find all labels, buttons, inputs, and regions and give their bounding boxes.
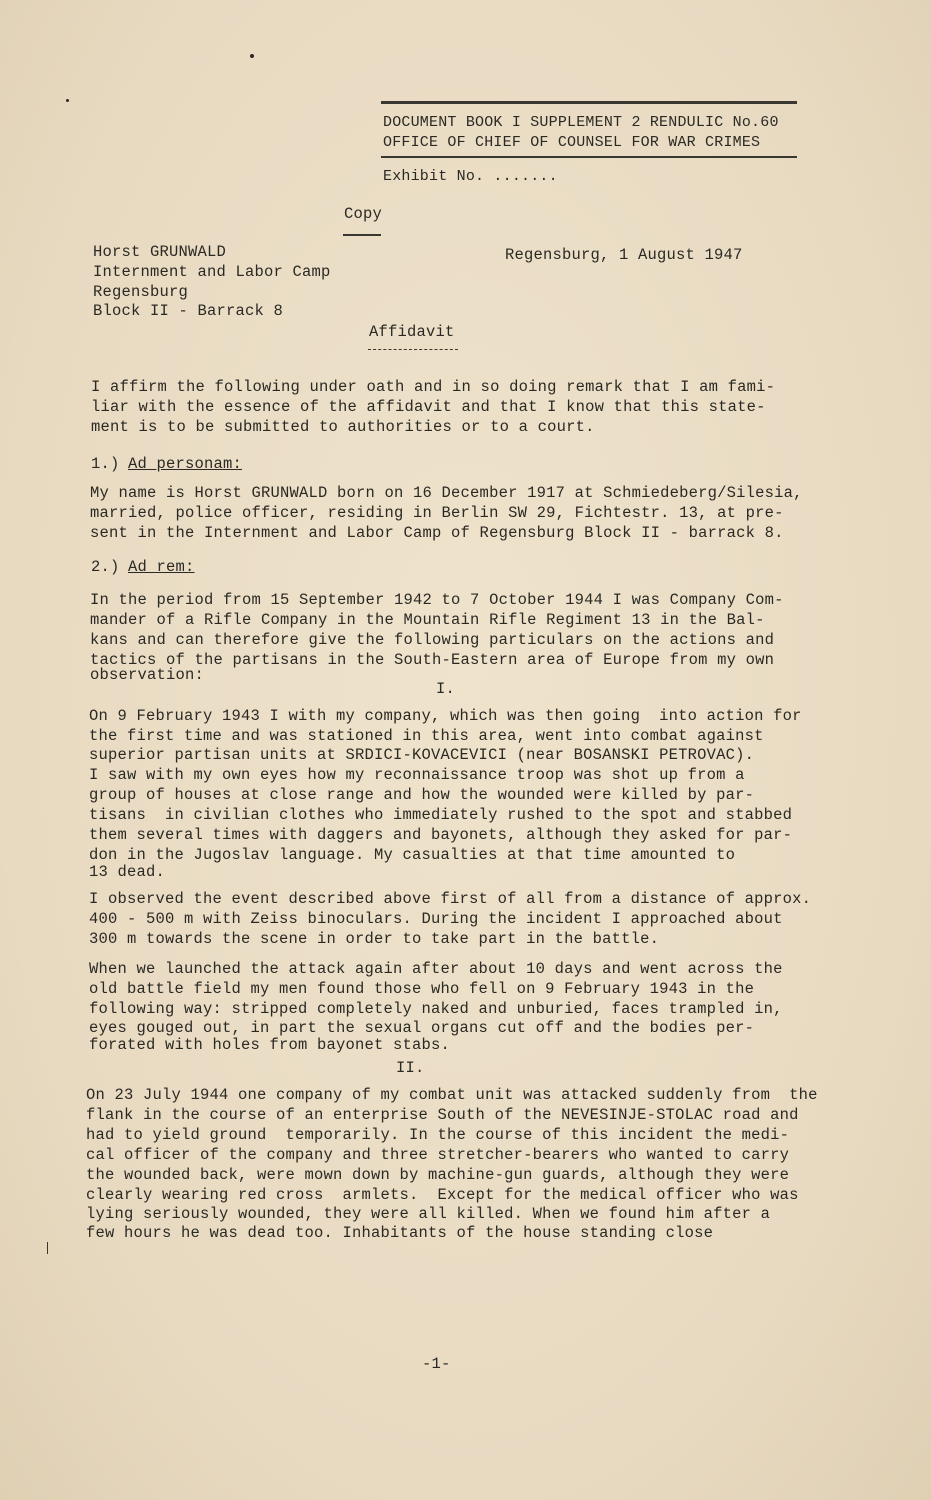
document-book-line: DOCUMENT BOOK I SUPPLEMENT 2 RENDULIC No.60 [383, 114, 779, 131]
part1-para1-line: superior partisan units at SRDICI-KOVACEVICI (near BOSANSKI PETROVAC). [89, 746, 755, 764]
section2-line: In the period from 15 September 1942 to 7 October 1944 I was Company Com- [90, 591, 784, 609]
part2-para1-line: clearly wearing red cross armlets. Except for the medical officer who was [86, 1186, 799, 1204]
title-underline [368, 349, 458, 350]
page-number: -1- [422, 1355, 451, 1373]
section2-line: mander of a Rifle Company in the Mountain Rifle Regiment 13 in the Bal- [90, 611, 765, 629]
sender-line3: Regensburg [93, 283, 189, 301]
part2-para1-line: cal officer of the company and three stretcher-bearers who wanted to carry [86, 1146, 790, 1164]
section1-line: My name is Horst GRUNWALD born on 16 December 1917 at Schmiedeberg/Silesia, [90, 484, 803, 502]
part2-para1-line: had to yield ground temporarily. In the course of this incident the medi- [86, 1126, 790, 1144]
part1-para1-line: group of houses at close range and how the wounded were killed by par- [89, 786, 755, 804]
section1-line: sent in the Internment and Labor Camp of Regensburg Block II - barrack 8. [90, 524, 784, 542]
section2-number: 2.) [91, 558, 120, 576]
header-top-rule [381, 101, 797, 104]
sender-name: Horst GRUNWALD [93, 243, 227, 261]
office-line: OFFICE OF CHIEF OF COUNSEL FOR WAR CRIMES [383, 134, 761, 151]
intro-line: ment is to be submitted to authorities or to a court. [91, 418, 595, 436]
part1-para3-line: old battle field my men found those who fell on 9 February 1943 in the [89, 980, 755, 998]
part1-para3-line: When we launched the attack again after about 10 days and went across the [89, 960, 783, 978]
part1-para3-line: eyes gouged out, in part the sexual organs cut off and the bodies per- [89, 1019, 755, 1037]
copy-label: Copy [344, 205, 383, 223]
intro-line: liar with the essence of the affidavit and that I know that this state- [91, 398, 766, 416]
part1-para1-line: them several times with daggers and bayonets, although they asked for par- [89, 826, 793, 844]
section2-line: observation: [90, 666, 205, 684]
part1-para2-line: 400 - 500 m with Zeiss binoculars. During the incident I approached about [89, 910, 783, 928]
part2-numeral: II. [396, 1059, 425, 1077]
part1-para1-line: tisans in civilian clothes who immediately rushed to the spot and stabbed [89, 806, 793, 824]
section1-heading: Ad personam: [128, 455, 243, 473]
header-bottom-rule [381, 156, 797, 158]
sender-line2: Internment and Labor Camp [93, 263, 331, 281]
part1-para3-line: forated with holes from bayonet stabs. [89, 1036, 451, 1054]
part1-para1-line: 13 dead. [89, 863, 166, 881]
section2-heading: Ad rem: [128, 558, 195, 576]
part1-para2-line: I observed the event described above first of all from a distance of approx. [89, 890, 812, 908]
sender-line4: Block II - Barrack 8 [93, 302, 284, 320]
section2-line: tactics of the partisans in the South-Eastern area of Europe from my own [90, 651, 775, 669]
copy-underline [343, 234, 381, 236]
exhibit-line: Exhibit No. ....... [383, 168, 558, 185]
section2-line: kans and can therefore give the following particulars on the actions and [90, 631, 775, 649]
paper-speck [250, 54, 254, 58]
intro-line: I affirm the following under oath and in so doing remark that I am fami- [91, 378, 776, 396]
part2-para1-line: flank in the course of an enterprise South of the NEVESINJE-STOLAC road and [86, 1106, 799, 1124]
part1-para1-line: don in the Jugoslav language. My casualties at that time amounted to [89, 846, 736, 864]
part2-para1-line: On 23 July 1944 one company of my combat unit was attacked suddenly from the [86, 1086, 818, 1104]
part1-para1-line: On 9 February 1943 I with my company, which was then going into action for [89, 707, 802, 725]
margin-tick-mark [47, 1242, 48, 1254]
part2-para1-line: the wounded back, were mown down by machine-gun guards, although they were [86, 1166, 790, 1184]
part2-para1-line: few hours he was dead too. Inhabitants of the house standing close [86, 1224, 714, 1242]
section1-number: 1.) [91, 455, 120, 473]
part1-para3-line: following way: stripped completely naked and unburied, faces trampled in, [89, 1000, 783, 1018]
place-date: Regensburg, 1 August 1947 [505, 246, 743, 264]
part1-numeral: I. [436, 680, 456, 698]
part1-para2-line: 300 m towards the scene in order to take part in the battle. [89, 930, 660, 948]
part1-para1-line: I saw with my own eyes how my reconnaissance troop was shot up from a [89, 766, 745, 784]
section1-line: married, police officer, residing in Berlin SW 29, Fichtestr. 13, at pre- [90, 504, 784, 522]
paper-speck [66, 99, 69, 102]
part1-para1-line: the first time and was stationed in this area, went into combat against [89, 727, 764, 745]
part2-para1-line: lying seriously wounded, they were all killed. When we found him after a [86, 1205, 771, 1223]
document-title: Affidavit [369, 323, 455, 341]
